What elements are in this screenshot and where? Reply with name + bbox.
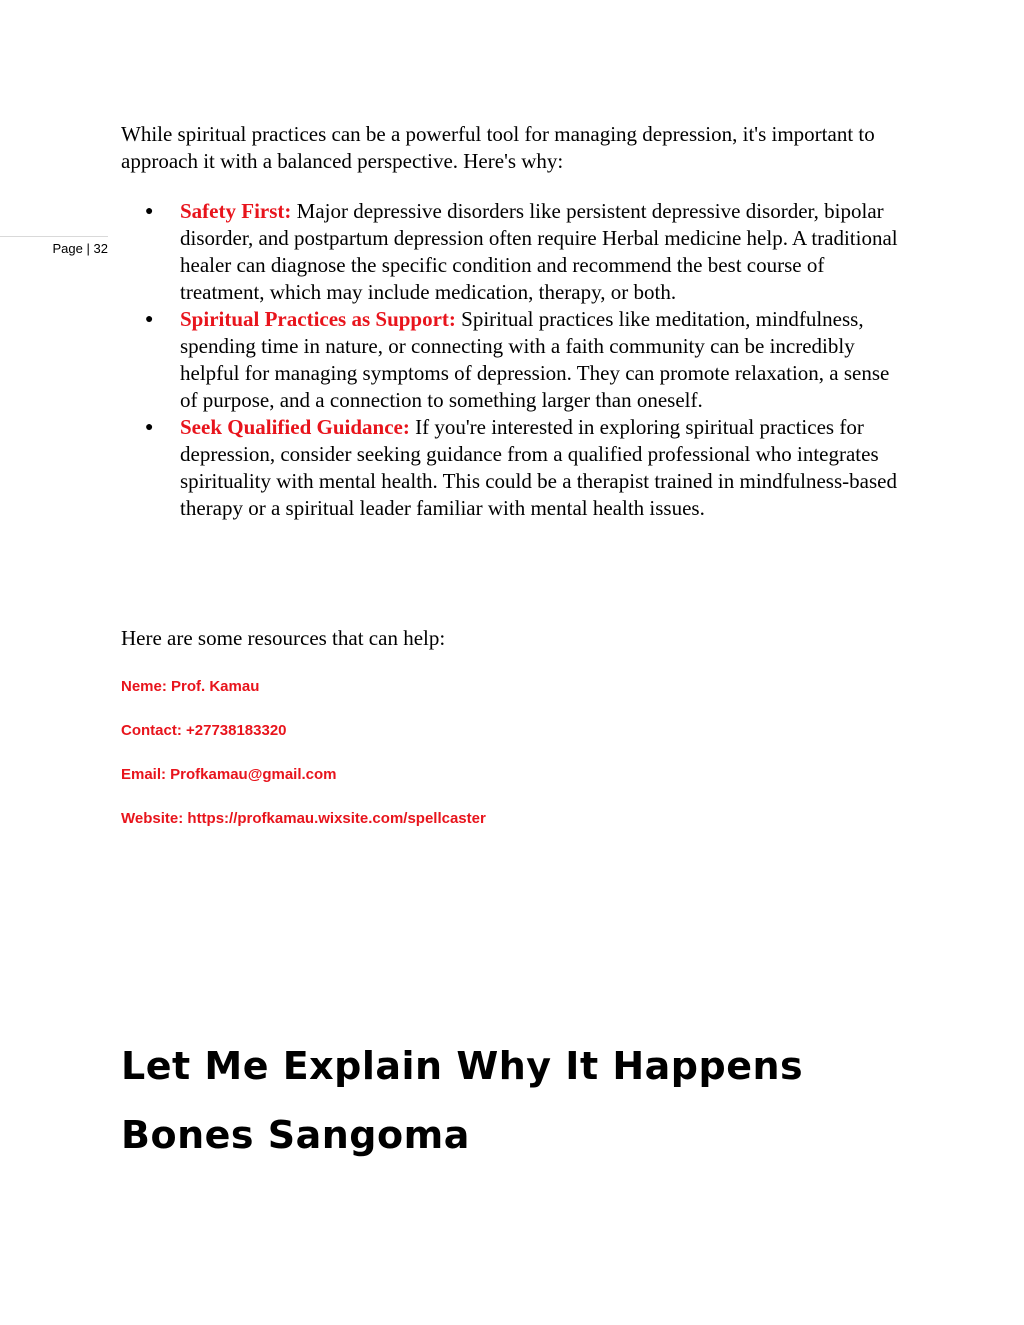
bullet-title: Safety First: bbox=[180, 199, 292, 223]
section-heading-line-2: Bones Sangoma bbox=[121, 1113, 470, 1157]
contact-phone: Contact: +27738183320 bbox=[121, 722, 287, 739]
contact-website: Website: https://profkamau.wixsite.com/spellcaster bbox=[121, 810, 486, 827]
bullet-text: Major depressive disorders like persistent depressive disorder, bipolar disorder, and postpartum depression often require Herbal medicine help. A traditional healer can diagnose the specific condition and recommend the best course of treatment, which may include medication, therapy, or both. bbox=[180, 199, 898, 304]
bullet-dot-icon: ● bbox=[145, 204, 154, 219]
contact-name: Neme: Prof. Kamau bbox=[121, 678, 260, 695]
intro-paragraph: While spiritual practices can be a powerful tool for managing depression, it's important to approach it with a balanced perspective. Here's why: bbox=[121, 122, 875, 173]
bullet-dot-icon: ● bbox=[145, 420, 154, 435]
page-separator: | bbox=[86, 241, 90, 256]
bullet-item-seek-guidance bbox=[121, 414, 911, 522]
page-number-value: 32 bbox=[93, 241, 108, 256]
resources-intro: Here are some resources that can help: bbox=[121, 626, 446, 650]
contact-email: Email: Profkamau@gmail.com bbox=[121, 766, 337, 783]
bullet-item-spiritual-practices bbox=[121, 306, 911, 414]
section-heading-line-1: Let Me Explain Why It Happens bbox=[121, 1044, 804, 1088]
page-label: Page bbox=[52, 241, 83, 256]
bullet-list bbox=[121, 198, 911, 522]
bullet-dot-icon: ● bbox=[145, 312, 154, 327]
bullet-title: Spiritual Practices as Support: bbox=[180, 307, 456, 331]
bullet-text: Spiritual practices like meditation, mindfulness, spending time in nature, or connecting with a faith community can be incredibly helpful for managing symptoms of depression. They can promote relaxation, a sense of purpose, and a connection to something larger than oneself. bbox=[180, 307, 890, 412]
bullet-title: Seek Qualified Guidance: bbox=[180, 415, 410, 439]
bullet-text: If you're interested in exploring spiritual practices for depression, consider seeking guidance from a qualified professional who integrates spirituality with mental health. This could be a therapist trained in mindfulness-based therapy or a spiritual leader familiar with mental health issues. bbox=[180, 415, 897, 520]
bullet-item-safety-first bbox=[121, 198, 911, 306]
page-number bbox=[0, 236, 108, 256]
